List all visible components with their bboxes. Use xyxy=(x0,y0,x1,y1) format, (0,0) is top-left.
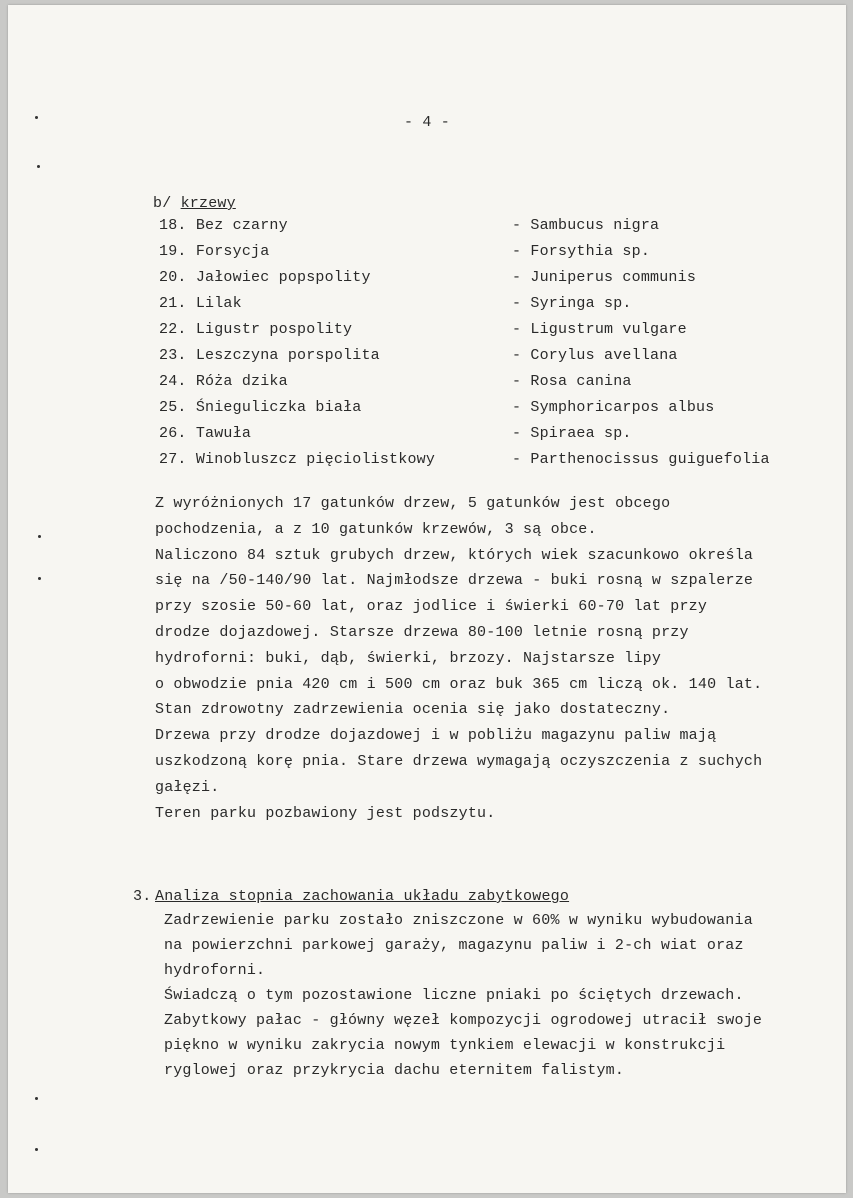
text-line: drodze dojazdowej. Starsze drzewa 80-100 letnie rosną przy xyxy=(155,623,689,641)
polish-name: Tawuła xyxy=(195,425,252,442)
text-line: się na /50-140/90 lat. Najmłodsze drzewa - buki rosną w szpalerze xyxy=(155,572,754,590)
list-item xyxy=(159,295,853,321)
list-item xyxy=(159,269,853,295)
text-line: przy szosie 50-60 lat, oraz jodlice i świerki 60-70 lat przy xyxy=(155,598,708,616)
item-number: 24. xyxy=(159,373,187,390)
text-line: Zadrzewienie parku zostało zniszczone w 60% w wyniku wybudowania xyxy=(164,912,753,929)
polish-name: Leszczyna porspolita xyxy=(195,347,380,364)
punch-mark xyxy=(35,1097,38,1100)
section-b-title: krzewy xyxy=(180,195,236,212)
shrub-polish-name xyxy=(159,217,288,234)
text-line: na powierzchni parkowej garaży, magazynu paliw i 2-ch wiat oraz xyxy=(164,937,744,954)
section-b-prefix: b/ xyxy=(153,195,181,212)
polish-name: Śnieguliczka biała xyxy=(195,399,362,416)
shrub-polish-name xyxy=(159,321,352,338)
text-line: ryglowej oraz przykrycia dachu eternitem falistym. xyxy=(164,1062,625,1079)
text-line: piękno w wyniku zakrycia nowym tynkiem elewacji w konstrukcji xyxy=(164,1037,726,1054)
polish-name: Forsycja xyxy=(195,243,270,260)
polish-name: Winobluszcz pięciolistkowy xyxy=(195,451,436,468)
text-line: Zabytkowy pałac - główny węzeł kompozycji ogrodowej utracił swoje xyxy=(164,1012,763,1029)
item-number: 22. xyxy=(159,321,187,338)
item-number: 26. xyxy=(159,425,187,442)
punch-mark xyxy=(35,116,38,119)
text-line: gałęzi. xyxy=(155,778,220,796)
page-number: - 4 - xyxy=(404,114,451,131)
polish-name: Bez czarny xyxy=(195,217,288,234)
list-item xyxy=(159,425,853,451)
shrub-polish-name xyxy=(159,295,242,312)
list-item xyxy=(159,217,853,243)
shrub-latin-name: - Rosa canina xyxy=(512,373,632,390)
shrub-polish-name xyxy=(159,243,269,260)
text-line: Z wyróżnionych 17 gatunków drzew, 5 gatunków jest obcego xyxy=(155,495,671,512)
document-page xyxy=(8,5,846,1193)
section-title: Analiza stopnia zachowania układu zabytkowego xyxy=(155,888,570,905)
shrub-latin-name: - Parthenocissus guiguefolia xyxy=(512,451,770,468)
list-item xyxy=(159,347,853,373)
item-number: 20. xyxy=(159,269,187,286)
punch-mark xyxy=(35,1148,38,1151)
section-number: 3. xyxy=(133,888,152,905)
shrub-latin-name: - Juniperus communis xyxy=(512,269,697,286)
shrub-latin-name: - Syringa sp. xyxy=(512,295,632,312)
text-line: hydroforni: buki, dąb, świerki, brzozy. Najstarsze lipy xyxy=(155,649,662,667)
list-item xyxy=(159,451,853,477)
shrub-polish-name xyxy=(159,451,435,468)
text-line: Naliczono 84 sztuk grubych drzew, których wiek szacunkowo określa xyxy=(155,546,754,564)
item-number: 18. xyxy=(159,217,187,234)
list-item xyxy=(159,373,853,399)
shrub-polish-name xyxy=(159,399,361,416)
polish-name: Ligustr pospolity xyxy=(195,321,353,338)
polish-name: Róża dzika xyxy=(195,373,288,390)
text-line: Drzewa przy drodze dojazdowej i w pobliżu magazynu paliw mają xyxy=(155,727,717,745)
shrub-latin-name: - Spiraea sp. xyxy=(512,425,632,442)
shrub-polish-name xyxy=(159,425,251,442)
item-number: 19. xyxy=(159,243,187,260)
punch-mark xyxy=(37,165,40,168)
punch-mark xyxy=(38,535,41,538)
shrub-latin-name: - Symphoricarpos albus xyxy=(512,399,715,416)
shrub-latin-name: - Forsythia sp. xyxy=(512,243,651,260)
shrub-latin-name: - Ligustrum vulgare xyxy=(512,321,687,338)
shrub-polish-name xyxy=(159,347,380,364)
section-3-heading xyxy=(133,884,569,909)
item-number: 27. xyxy=(159,451,187,468)
section-b-heading xyxy=(153,195,236,212)
punch-mark xyxy=(38,577,41,580)
text-line: o obwodzie pnia 420 cm i 500 cm oraz buk 365 cm liczą ok. 140 lat. xyxy=(155,675,763,693)
list-item xyxy=(159,321,853,347)
text-line: Teren parku pozbawiony jest podszytu. xyxy=(155,804,496,822)
text-line: hydroforni. xyxy=(164,962,266,979)
text-line: Świadczą o tym pozostawione liczne pniaki po ściętych drzewach. xyxy=(164,987,744,1004)
list-item xyxy=(159,243,853,269)
shrub-latin-name: - Sambucus nigra xyxy=(512,217,660,234)
item-number: 23. xyxy=(159,347,187,364)
shrub-polish-name xyxy=(159,269,371,286)
polish-name: Jałowiec popspolity xyxy=(195,269,371,286)
item-number: 25. xyxy=(159,399,187,416)
text-line: pochodzenia, a z 10 gatunków krzewów, 3 są obce. xyxy=(155,520,597,538)
paragraph-park-analysis xyxy=(164,908,762,1083)
text-line: Stan zdrowotny zadrzewienia ocenia się jako dostateczny. xyxy=(155,701,671,719)
polish-name: Lilak xyxy=(195,295,242,312)
list-item xyxy=(159,399,853,425)
shrub-latin-name: - Corylus avellana xyxy=(512,347,678,364)
shrub-polish-name xyxy=(159,373,288,390)
item-number: 21. xyxy=(159,295,187,312)
paragraph-tree-census xyxy=(155,491,762,826)
text-line: uszkodzoną korę pnia. Stare drzewa wymagają oczyszczenia z suchych xyxy=(155,752,763,770)
